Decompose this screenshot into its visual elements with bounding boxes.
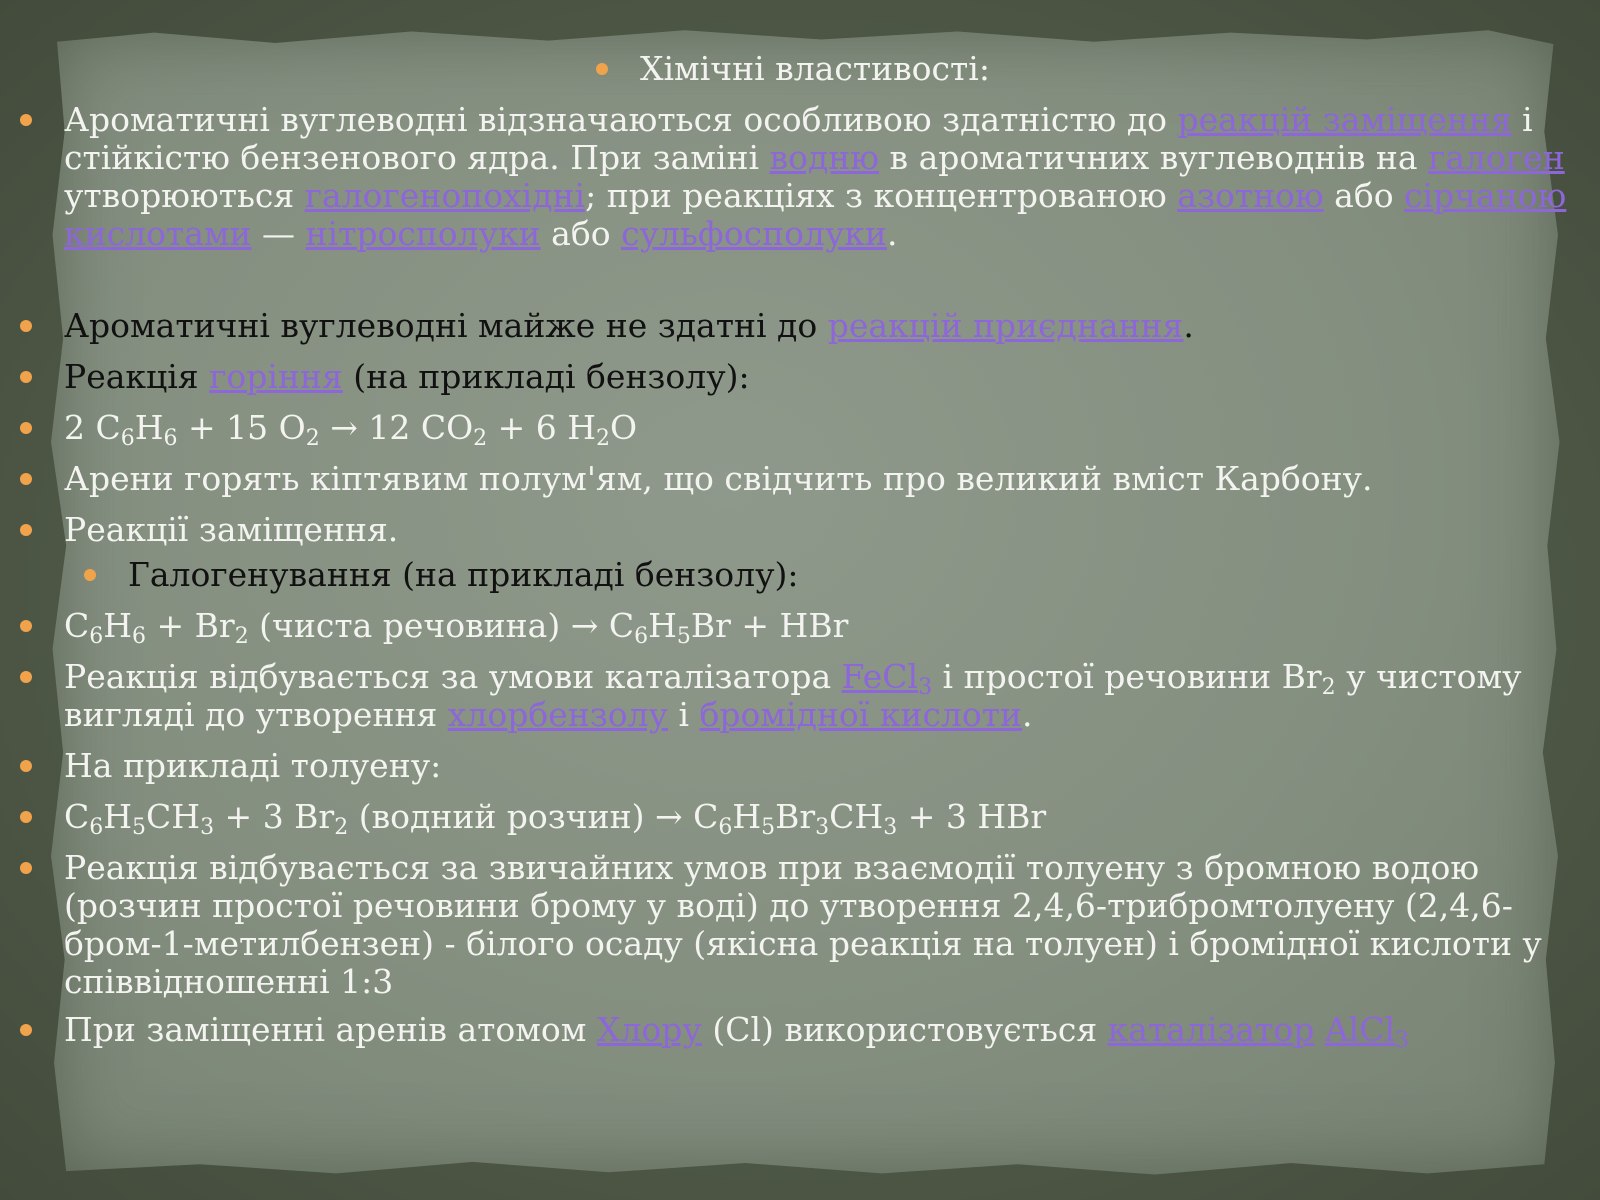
eq-sub: 6 (89, 815, 104, 840)
title-text: Хімічні властивості: (640, 49, 990, 88)
text: ; при реакціях з концентрованою (585, 176, 1178, 215)
text: На прикладі толуену: (64, 746, 442, 785)
link-alcl3[interactable] (1324, 1010, 1410, 1053)
eq-part: → 12 CO (319, 408, 474, 447)
section-title (640, 50, 1600, 88)
bullet-soot-flame (64, 460, 1574, 498)
link-sulfo-compounds[interactable]: сульфосполуки (621, 214, 887, 253)
eq-part: H (103, 797, 133, 836)
link-bromic-acid[interactable]: бромідної кислоти (699, 695, 1023, 734)
bullet-aromatic-substitution (64, 101, 1574, 253)
text: утворюються (64, 176, 305, 215)
bullet-addition (64, 307, 1574, 345)
eq-part: + 3 HBr (897, 797, 1047, 836)
eq-sub: 3 (918, 675, 933, 700)
bullet-substitution-reactions (64, 511, 1574, 549)
text: . (1183, 306, 1194, 345)
eq-sub: 6 (634, 624, 649, 649)
bullet-toluene-example (64, 747, 1574, 785)
eq-sub: 3 (1395, 1028, 1410, 1053)
text (1314, 1010, 1325, 1049)
eq-part: + 15 O (177, 408, 306, 447)
text: в ароматичних вуглеводнів на (879, 138, 1429, 177)
link-halogen[interactable]: галоген (1428, 138, 1565, 177)
link-substitution-reactions[interactable]: реакцій заміщення (1177, 100, 1512, 139)
link-fecl3[interactable] (841, 657, 933, 700)
text: . (886, 214, 898, 253)
eq-part: + 3 Br (214, 797, 335, 836)
eq-part: H (103, 606, 133, 645)
eq-part: H (732, 797, 762, 836)
eq-part: C (64, 797, 90, 836)
text: При заміщенні аренів атомом (64, 1010, 597, 1049)
equation-combustion (64, 408, 1574, 451)
text: у чистому вигляді до утворення (64, 657, 1522, 734)
eq-sub: 2 (234, 624, 249, 649)
eq-sub: 2 (596, 426, 611, 451)
text: . (1022, 695, 1033, 734)
eq-sub: 2 (334, 815, 349, 840)
link-sulfuric-acids[interactable]: сірчаною кислотами (64, 176, 1567, 253)
text: Ароматичні вуглеводні майже не здатні до (64, 306, 828, 345)
bullet-chlorination (64, 1010, 1574, 1053)
text: AlCl (1324, 1010, 1396, 1049)
text: Арени горять кіптявим полум'ям, що свідчить про великий вміст Карбону. (64, 459, 1373, 498)
eq-sub: 5 (676, 624, 691, 649)
eq-part: + Br (146, 606, 235, 645)
text: Реакція (64, 357, 210, 396)
link-chlorobenzene[interactable]: хлорбензолу (447, 695, 668, 734)
link-combustion[interactable]: горіння (209, 357, 343, 396)
eq-part: H (648, 606, 677, 645)
text: — (251, 214, 306, 253)
eq-sub: 6 (120, 426, 135, 451)
link-addition-reactions[interactable]: реакцій приєднання (827, 306, 1184, 345)
eq-part: + 6 H (487, 408, 597, 447)
eq-part: O (610, 408, 638, 447)
eq-sub: 6 (132, 624, 147, 649)
equation-bromination (64, 606, 1574, 649)
eq-sub: 2 (1321, 675, 1336, 700)
eq-part: Br + HBr (690, 606, 849, 645)
link-nitric[interactable]: азотною (1177, 176, 1324, 215)
text: FeCl (841, 657, 919, 696)
subbullet-halogenation (128, 556, 1600, 594)
text: Реакції заміщення. (64, 510, 399, 549)
link-catalyst[interactable]: каталізатор (1107, 1010, 1315, 1049)
equation-toluene (64, 797, 1574, 840)
link-halogen-derivatives[interactable]: галогенопохідні (304, 176, 586, 215)
text: і стійкістю бензенового ядра. При заміні (64, 100, 1533, 177)
link-hydrogen[interactable]: водню (769, 138, 880, 177)
eq-sub: 2 (305, 426, 320, 451)
eq-part: CH (829, 797, 884, 836)
text: Галогенування (на прикладі бензолу): (128, 555, 799, 594)
text: Реакція відбувається за умови каталізатора (64, 657, 842, 696)
bullet-tribromotoluene (64, 849, 1574, 1001)
eq-part: (чиста речовина) → C (248, 606, 635, 645)
eq-sub: 5 (132, 815, 147, 840)
text: і (667, 695, 700, 734)
text: або (1323, 176, 1405, 215)
eq-part: H (134, 408, 164, 447)
eq-part: Br (775, 797, 816, 836)
eq-sub: 2 (473, 426, 488, 451)
eq-part: CH (146, 797, 201, 836)
eq-sub: 6 (89, 624, 104, 649)
eq-part: C (64, 606, 90, 645)
eq-sub: 6 (718, 815, 733, 840)
eq-sub: 3 (815, 815, 830, 840)
text: і простої речовини Br (932, 657, 1322, 696)
text: або (540, 214, 622, 253)
link-nitro-compounds[interactable]: нітросполуки (305, 214, 541, 253)
text: Ароматичні вуглеводні відзначаються особливою здатністю до (64, 100, 1178, 139)
eq-part: 2 C (64, 408, 121, 447)
eq-sub: 3 (200, 815, 215, 840)
eq-sub: 5 (761, 815, 776, 840)
eq-sub: 6 (163, 426, 178, 451)
text: (Cl) використовується (701, 1010, 1108, 1049)
link-chlorine[interactable]: Хлору (596, 1010, 702, 1049)
text: (на прикладі бензолу): (342, 357, 750, 396)
eq-sub: 3 (883, 815, 898, 840)
bullet-catalyst-condition (64, 658, 1574, 734)
bullet-combustion (64, 358, 1574, 396)
text: Реакція відбувається за звичайних умов при взаємодії толуену з бромною водою (розчин простої речовини брому у воді) до утворення 2,4,6-трибромтолуену (2,4,6-бром-1-метилбензен) - білого осаду (якісна реакція на толуен) і бромідної кислоти у співвідношенні 1:3 (64, 848, 1542, 1001)
eq-part: (водний розчин) → C (348, 797, 719, 836)
